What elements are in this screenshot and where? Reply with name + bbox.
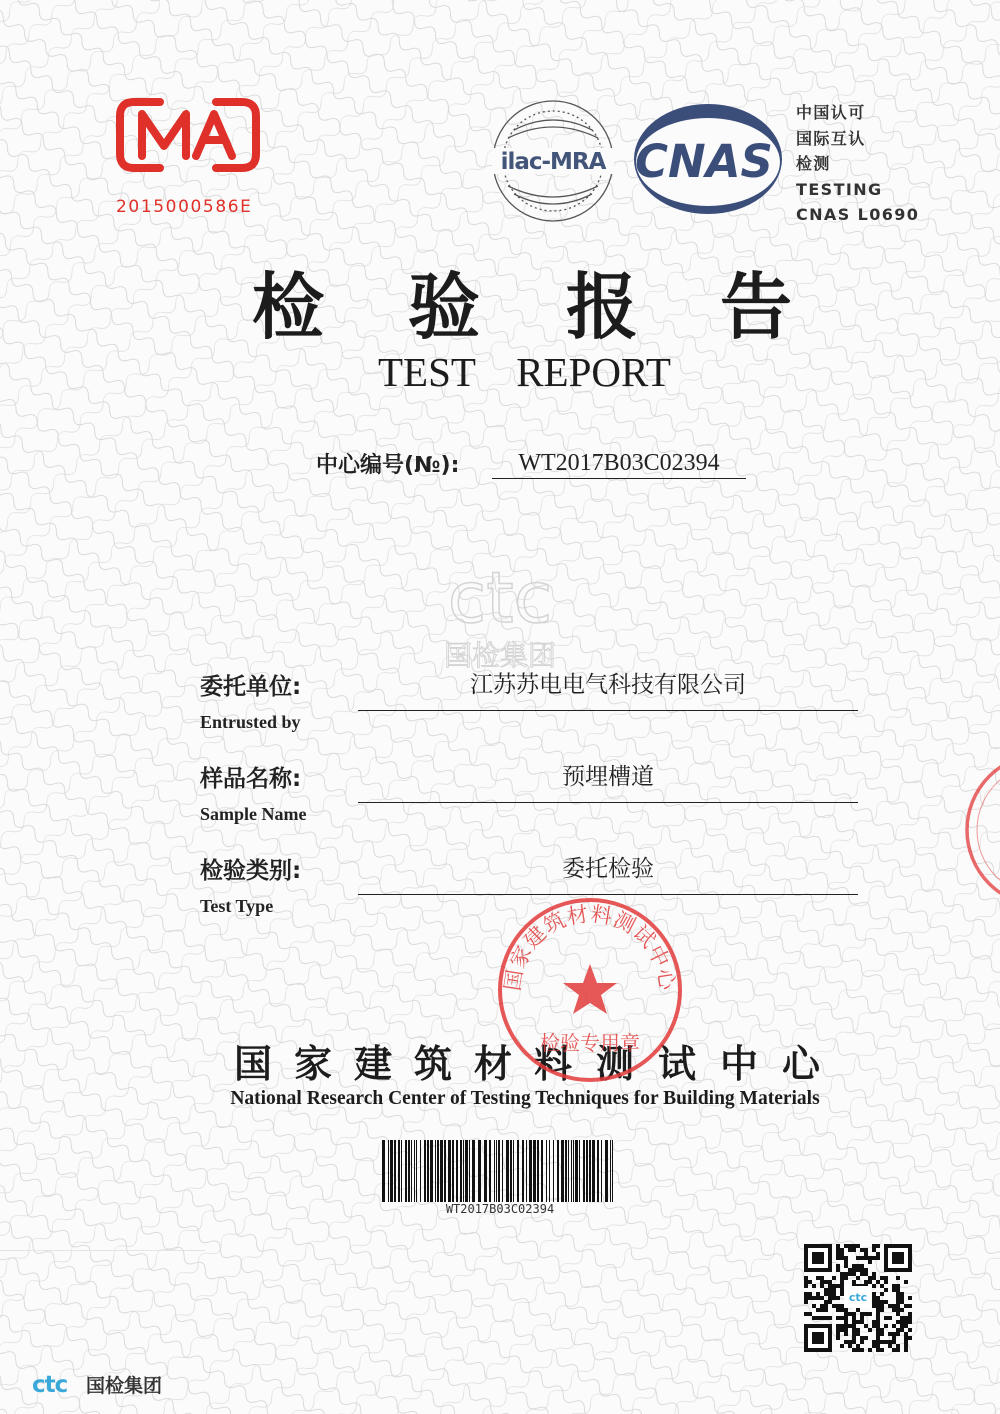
watermark-text: 国检集团 [443, 639, 557, 672]
footer-logo-text: ctc [32, 1372, 68, 1396]
org-char: 材 [474, 1042, 513, 1086]
organization-name-english: National Research Center of Testing Techniques for Building Materials [230, 1088, 820, 1109]
cnas-logo [624, 100, 784, 218]
ilac-mra-logo [488, 96, 618, 226]
title-char: 检 [252, 264, 325, 349]
report-barcode [380, 1140, 620, 1202]
test-type-value: 委托检验 [562, 856, 654, 882]
org-char: 家 [294, 1042, 333, 1086]
footer-company-name: 国检集团 [86, 1375, 163, 1397]
org-char: 心 [782, 1042, 821, 1086]
cma-logo [112, 92, 264, 178]
org-char: 中 [720, 1042, 759, 1086]
report-title-english: TEST REPORT [378, 349, 671, 395]
sample-name-value: 预埋槽道 [562, 764, 654, 790]
svg-text:CNAS: CNAS [635, 135, 773, 188]
cnas-line: CNAS L0690 [796, 205, 920, 224]
org-char: 料 [534, 1042, 573, 1086]
org-char: 建 [354, 1042, 393, 1086]
cnas-line: 国际互认 [796, 128, 866, 148]
sample-name-label-en: Sample Name [200, 804, 307, 824]
report-number-label: 中心编号(№): [316, 453, 460, 478]
entrusted-by-underline [358, 710, 858, 711]
test-type-label-en: Test Type [200, 896, 274, 916]
cnas-line: 检测 [796, 154, 831, 173]
entrusted-by-label-cn: 委托单位: [200, 674, 302, 700]
stamp-text: 国家建筑材料测试中心 [500, 901, 680, 993]
report-title-chinese [0, 262, 1000, 352]
org-char: 测 [596, 1042, 635, 1086]
official-red-stamp [490, 890, 690, 1090]
title-char: 验 [408, 264, 481, 349]
test-type-label-cn: 检验类别: [200, 858, 302, 884]
entrusted-by-label-en: Entrusted by [200, 712, 301, 732]
cma-number: 2015000586E [116, 197, 253, 217]
footer-divider [0, 1250, 205, 1251]
svg-text:ctc: ctc [848, 1291, 868, 1304]
org-char: 国 [234, 1042, 273, 1086]
org-char: 试 [658, 1042, 697, 1086]
cnas-accreditation-text [796, 100, 919, 228]
org-char: 筑 [414, 1042, 453, 1086]
svg-text:ilac-MRA: ilac-MRA [500, 149, 606, 175]
svg-text:ctc: ctc [447, 557, 553, 639]
sample-name-underline [358, 802, 858, 803]
barcode-number: WT2017B03C02394 [445, 1202, 555, 1216]
ctc-watermark-logo [410, 550, 590, 680]
stamp-subtext: 检验专用章 [540, 1031, 640, 1055]
sample-name-label-cn: 样品名称: [200, 766, 302, 792]
cnas-line: TESTING [796, 179, 883, 199]
entrusted-by-value: 江苏苏电电气科技有限公司 [470, 672, 746, 698]
title-char: 报 [566, 264, 639, 349]
qr-code[interactable] [804, 1244, 912, 1352]
cnas-line: 中国认可 [796, 103, 866, 122]
report-number-value: WT2017B03C02394 [492, 448, 746, 479]
title-char: 告 [720, 264, 793, 349]
partial-seal-edge [955, 750, 1000, 910]
